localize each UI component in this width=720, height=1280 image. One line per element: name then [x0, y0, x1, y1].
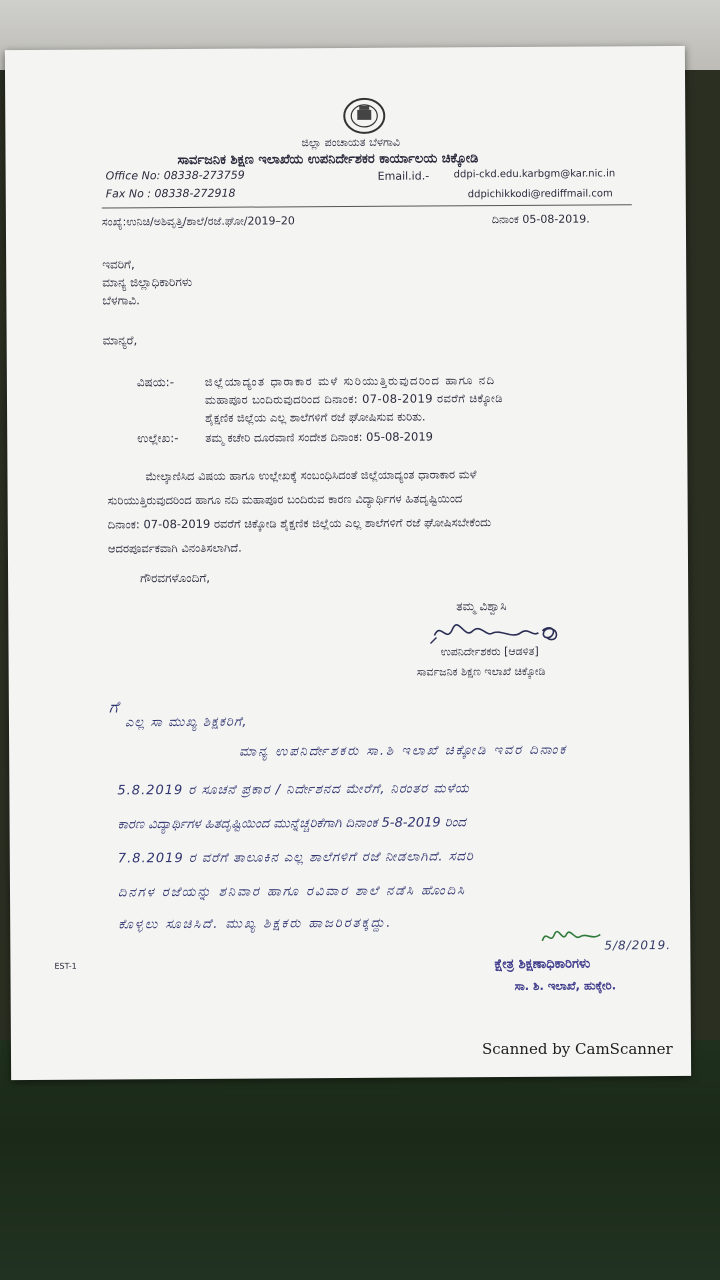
salutation: ಮಾನ್ಯರೆ,	[102, 333, 138, 348]
handwritten-date: 5/8/2019.	[604, 938, 672, 953]
subject-line-1: ಜಿಲ್ಲೆಯಾದ್ಯಂತ ಧಾರಾಕಾರ ಮಳೆ ಸುರಿಯುತ್ತಿರುವುದರಿಂದ ಹಾಗೂ ನದಿ	[204, 373, 496, 389]
email-secondary: ddpichikkodi@rediffmail.com	[467, 188, 613, 201]
reference-number: ಸಂಖ್ಯೆ:ಉನಿಚಿ/ಅಶಿವೃತ್ತಿ/ಶಾಲೆ/ರಜೆ.ಘೋ/2019–20	[101, 214, 295, 229]
handwritten-mark: ಗೆ	[108, 697, 120, 717]
signatory-department: ಸಾರ್ವಜನಿಕ ಶಿಕ್ಷಣ ಇಲಾಖೆ ಚಿಕ್ಕೋಡಿ	[416, 664, 546, 679]
handwritten-line-5: ದಿನಗಳ ರಜೆಯನ್ನು ಶನಿವಾರ ಹಾಗೂ ರವಿವಾರ ಶಾಲೆ ನಡೆಸಿ ಹೊಂದಿಸಿ	[117, 883, 467, 901]
body-line-3: ದಿನಾಂಕ: 07-08-2019 ರವರೆಗೆ ಚಿಕ್ಕೋಡಿ ಶೈಕ್ಷಣಿಕ ಜಿಲ್ಲೆಯ ಎಲ್ಲ ಶಾಲೆಗಳಿಗೆ ರಜೆ ಘೋಷಿಸಬೇಕೆಂದು	[107, 515, 492, 532]
email-primary: ddpi-ckd.edu.karbgm@kar.nic.in	[453, 168, 616, 181]
office-number: Office No: 08338-273759	[105, 168, 245, 183]
green-signature	[540, 926, 610, 946]
subject-label: ವಿಷಯ:-	[136, 375, 175, 390]
recipient-line-1: ಇವರಿಗೆ,	[102, 257, 135, 272]
letter-date: ದಿನಾಂಕ 05-08-2019.	[491, 212, 590, 227]
closing: ಗೌರವಗಳೊಂದಿಗೆ,	[140, 570, 211, 586]
handwritten-line-1: ಮಾನ್ಯ ಉಪನಿರ್ದೇಶಕರು ಸಾ.ಶಿ ಇಲಾಖೆ ಚಿಕ್ಕೋಡಿ ಇವರ ದಿನಾಂಕ	[239, 742, 568, 760]
header-divider	[102, 204, 632, 208]
handwritten-line-6: ಕೊಳ್ಳಲು ಸೂಚಿಸಿದೆ. ಮುಖ್ಯ ಶಿಕ್ಷಕರು ಹಾಜರಿರತಕ್ಕದ್ದು.	[118, 915, 393, 933]
recipient-line-2: ಮಾನ್ಯ ಜಿಲ್ಲಾಧಿಕಾರಿಗಳು	[102, 274, 193, 290]
handwritten-line-4: 7.8.2019 ರ ವರೆಗೆ ತಾಲೂಕಿನ ಎಲ್ಲ ಶಾಲೆಗಳಿಗೆ ರಜೆ ನೀಡಲಾಗಿದೆ. ಸದರಿ	[117, 849, 474, 867]
document-page	[5, 46, 691, 1080]
est-code: EST-1	[54, 961, 77, 971]
stamp-officer: ಕ್ಷೇತ್ರ ಶಿಕ್ಷಣಾಧಿಕಾರಿಗಳು	[494, 956, 591, 973]
subject-line-2: ಮಹಾಪೂರ ಬಂದಿರುವುದರಿಂದ ದಿನಾಂಕ: 07-08-2019 ರವರೆಗೆ ಚಿಕ್ಕೋಡಿ	[204, 391, 503, 407]
office-title: ಸಾರ್ವಜನಿಕ ಶಿಕ್ಷಣ ಇಲಾಖೆಯ ಉಪನಿರ್ದೇಶಕರ ಕಾರ್ಯಾಲಯ ಚಿಕ್ಕೋಡಿ	[177, 151, 479, 169]
yours-faithfully: ತಮ್ಮ ವಿಶ್ವಾಸಿ	[456, 599, 507, 614]
handwritten-line-2: 5.8.2019 ರ ಸೂಚನೆ ಪ್ರಕಾರ / ನಿರ್ದೇಶನದ ಮೇರೆಗೆ, ನಿರಂತರ ಮಳೆಯ	[117, 781, 470, 799]
fax-number: Fax No : 08338-272918	[105, 186, 236, 201]
handwritten-addressee: ಎಲ್ಲ ಸಾ ಮುಖ್ಯ ಶಿಕ್ಷಕರಿಗೆ,	[124, 714, 248, 731]
body-line-4: ಆದರಪೂರ್ವಕವಾಗಿ ವಿನಂತಿಸಲಾಗಿದೆ.	[107, 540, 242, 556]
subject-line-3: ಶೈಕ್ಷಣಿಕ ಜಿಲ್ಲೆಯ ಎಲ್ಲ ಶಾಲೆಗಳಿಗೆ ರಜೆ ಘೋಷಿಸುವ ಕುರಿತು.	[205, 409, 426, 425]
stamp-department: ಸಾ. ಶಿ. ಇಲಾಖೆ, ಹುಕ್ಕೇರಿ.	[514, 978, 617, 993]
signatory-title: ಉಪನಿರ್ದೇಶಕರು [ಆಡಳಿತ]	[440, 644, 539, 659]
government-emblem-icon	[341, 96, 387, 136]
district-name: ಜಿಲ್ಲಾ ಪಂಚಾಯತ ಬೆಳಗಾವಿ	[301, 135, 400, 150]
scanner-watermark: Scanned by CamScanner	[482, 1040, 673, 1058]
email-label: Email.id.-	[377, 169, 430, 183]
reference-label: ಉಲ್ಲೇಖ:-	[137, 431, 179, 446]
handwritten-line-3: ಕಾರಣ ವಿದ್ಯಾರ್ಥಿಗಳ ಹಿತದೃಷ್ಟಿಯಿಂದ ಮುನ್ನೆಚ್ಚರಿಕೆಗಾಗಿ ದಿನಾಂಕ 5-8-2019 ರಿಂದ	[117, 815, 466, 833]
officer-signature	[428, 617, 578, 648]
body-line-1: ಮೇಲ್ಕಾಣಿಸಿದ ವಿಷಯ ಹಾಗೂ ಉಲ್ಲೇಖಕ್ಕೆ ಸಂಬಂಧಿಸಿದಂತೆ ಜಿಲ್ಲೆಯಾದ್ಯಂತ ಧಾರಾಕಾರ ಮಳೆ	[145, 467, 477, 484]
body-line-2: ಸುರಿಯುತ್ತಿರುವುದರಿಂದ ಹಾಗೂ ನದಿ ಮಹಾಪೂರ ಬಂದಿರುವ ಕಾರಣ ವಿದ್ಯಾರ್ಥಿಗಳ ಹಿತದೃಷ್ಟಿಯಿಂದ	[107, 491, 463, 508]
recipient-line-3: ಬೆಳಗಾವಿ.	[102, 293, 140, 308]
reference-text: ತಮ್ಮ ಕಚೇರಿ ದೂರವಾಣಿ ಸಂದೇಶ ದಿನಾಂಕ: 05-08-2019	[205, 429, 434, 445]
